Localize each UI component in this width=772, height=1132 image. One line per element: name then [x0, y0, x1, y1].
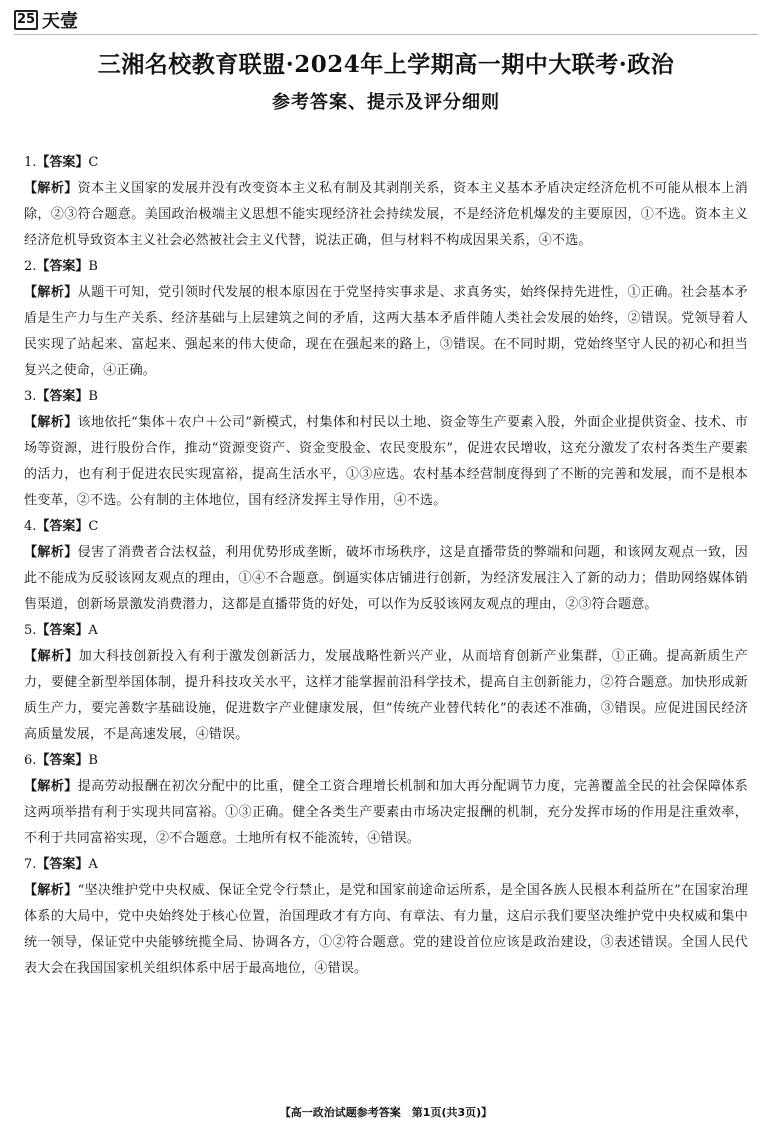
question-number: 4.: [24, 519, 37, 534]
answer-line: [24, 384, 748, 410]
analysis-label: 【解析】: [24, 285, 78, 300]
answer-value: C: [88, 519, 99, 534]
analysis-paragraph: [24, 644, 748, 748]
answer-label: 【答案】: [36, 857, 89, 872]
analysis-text: 从题干可知，党引领时代发展的根本原因在于党坚持实事求是、求真务实，始终保持先进性，①正确。社会基本矛盾是生产力与生产关系、经济基础与上层建筑之间的矛盾，这两大基本矛盾伴随人类社会发展的始终，②错误。党领导着人民实现了站起来、富起来、强起来的伟大使命，现在在强起来的路上，③错误。在不同时期，党始终坚守人民的初心和担当复兴之使命，④正确。: [24, 285, 748, 378]
analysis-paragraph: [24, 280, 748, 384]
answer-value: C: [88, 155, 99, 170]
analysis-label: 【解析】: [24, 415, 78, 430]
question-number: 2.: [24, 259, 37, 274]
publisher-logo: [14, 6, 78, 34]
question-number: 5.: [24, 623, 37, 638]
analysis-text: 提高劳动报酬在初次分配中的比重，健全工资合理增长机制和加大再分配调节力度，完善覆盖全民的社会保障体系这两项举措有利于实现共同富裕。①③正确。健全各类生产要素由市场决定报酬的机制，充分发挥市场的作用是注重效率，不利于共同富裕实现，②不合题意。土地所有权不能流转，④错误。: [24, 779, 748, 846]
analysis-paragraph: [24, 774, 748, 852]
question-number: 6.: [24, 753, 37, 768]
answer-list: [24, 150, 748, 982]
analysis-text: 加大科技创新投入有利于激发创新活力，发展战略性新兴产业，从而培育创新产业集群，①正确。提高新质生产力，要健全新型举国体制，提升科技攻关水平，这样才能掌握前沿科学技术，提高自主创新能力，②符合题意。加快形成新质生产力，要完善数字基础设施，促进数字产业健康发展，但“传统产业替代转化”的表述不准确，③错误。应促进国民经济高质量发展，不是高速发展，④错误。: [24, 649, 748, 742]
answer-label: 【答案】: [36, 519, 89, 534]
analysis-text: 资本主义国家的发展并没有改变资本主义私有制及其剥削关系，资本主义基本矛盾决定经济危机不可能从根本上消除，②③符合题意。美国政治极端主义思想不能实现经济社会持续发展，不是经济危机爆发的主要原因，①不选。资本主义经济危机导致资本主义社会必然被社会主义代替，说法正确，但与材料不构成因果关系，④不选。: [24, 181, 748, 248]
question-number: 7.: [24, 857, 37, 872]
page-title: 三湘名校教育联盟·2024年上学期高一期中大联考·政治: [97, 51, 675, 78]
analysis-paragraph: [24, 176, 748, 254]
question-item: [24, 748, 748, 852]
analysis-paragraph: [24, 410, 748, 514]
question-item: [24, 150, 748, 254]
question-item: [24, 384, 748, 514]
analysis-paragraph: [24, 540, 748, 618]
answer-label: 【答案】: [36, 155, 89, 170]
answer-label: 【答案】: [36, 389, 89, 404]
answer-line: [24, 618, 748, 644]
answer-line: [24, 514, 748, 540]
answer-line: [24, 150, 748, 176]
analysis-label: 【解析】: [24, 181, 78, 196]
question-item: [24, 254, 748, 384]
answer-value: B: [88, 753, 98, 768]
analysis-label: 【解析】: [24, 779, 78, 794]
page-subtitle: 参考答案、提示及评分细则: [272, 92, 500, 113]
header-divider: [14, 34, 758, 35]
question-number: 1.: [24, 155, 37, 170]
analysis-text: 侵害了消费者合法权益，利用优势形成垄断，破坏市场秩序，这是直播带货的弊端和问题，和该网友观点一致，因此不能成为反驳该网友观点的理由，①④不合题意。倒逼实体店铺进行创新，为经济发展注入了新的动力；借助网络媒体销售渠道，创新场景激发消费潜力，这都是直播带货的好处，可以作为反驳该网友观点的理由，②③符合题意。: [24, 545, 748, 612]
analysis-label: 【解析】: [24, 545, 78, 560]
analysis-label: 【解析】: [24, 649, 79, 664]
logo-mark-icon: 25: [14, 10, 38, 30]
answer-line: [24, 748, 748, 774]
logo-text: 天壹: [42, 11, 78, 32]
analysis-text: “坚决维护党中央权威、保证全党令行禁止，是党和国家前途命运所系，是全国各族人民根本利益所在”在国家治理体系的大局中，党中央始终处于核心位置，治国理政才有方向、有章法、有力量，这启示我们要坚决维护党中央权威和集中统一领导，保证党中央能够统揽全局、协调各方，①②符合题意。党的建设首位应该是政治建设，③表述错误。全国人民代表大会在我国国家机关组织体系中居于最高地位，④错误。: [24, 883, 748, 976]
page-footer: 【高一政治试题参考答案 第1页(共3页)】: [279, 1106, 493, 1119]
question-item: [24, 852, 748, 982]
answer-value: A: [88, 857, 98, 872]
question-item: [24, 618, 748, 748]
answer-label: 【答案】: [36, 623, 89, 638]
analysis-label: 【解析】: [24, 883, 78, 898]
analysis-paragraph: [24, 878, 748, 982]
answer-value: B: [88, 259, 98, 274]
analysis-text: 该地依托“集体＋农户＋公司”新模式，村集体和村民以土地、资金等生产要素入股，外面企业提供资金、技术、市场等资源，进行股份合作，推动“资源变资产、资金变股金、农民变股东”，促进农民增收，这充分激发了农村各类生产要素的活力，也有利于促进农民实现富裕，提高生活水平，①③应选。农村基本经营制度得到了不断的完善和发展，而不是根本性变革，②不选。公有制的主体地位，国有经济发挥主导作用，④不选。: [24, 415, 748, 508]
answer-value: B: [88, 389, 98, 404]
answer-line: [24, 852, 748, 878]
answer-label: 【答案】: [36, 259, 89, 274]
question-item: [24, 514, 748, 618]
answer-line: [24, 254, 748, 280]
question-number: 3.: [24, 389, 37, 404]
answer-label: 【答案】: [36, 753, 89, 768]
answer-value: A: [88, 623, 98, 638]
